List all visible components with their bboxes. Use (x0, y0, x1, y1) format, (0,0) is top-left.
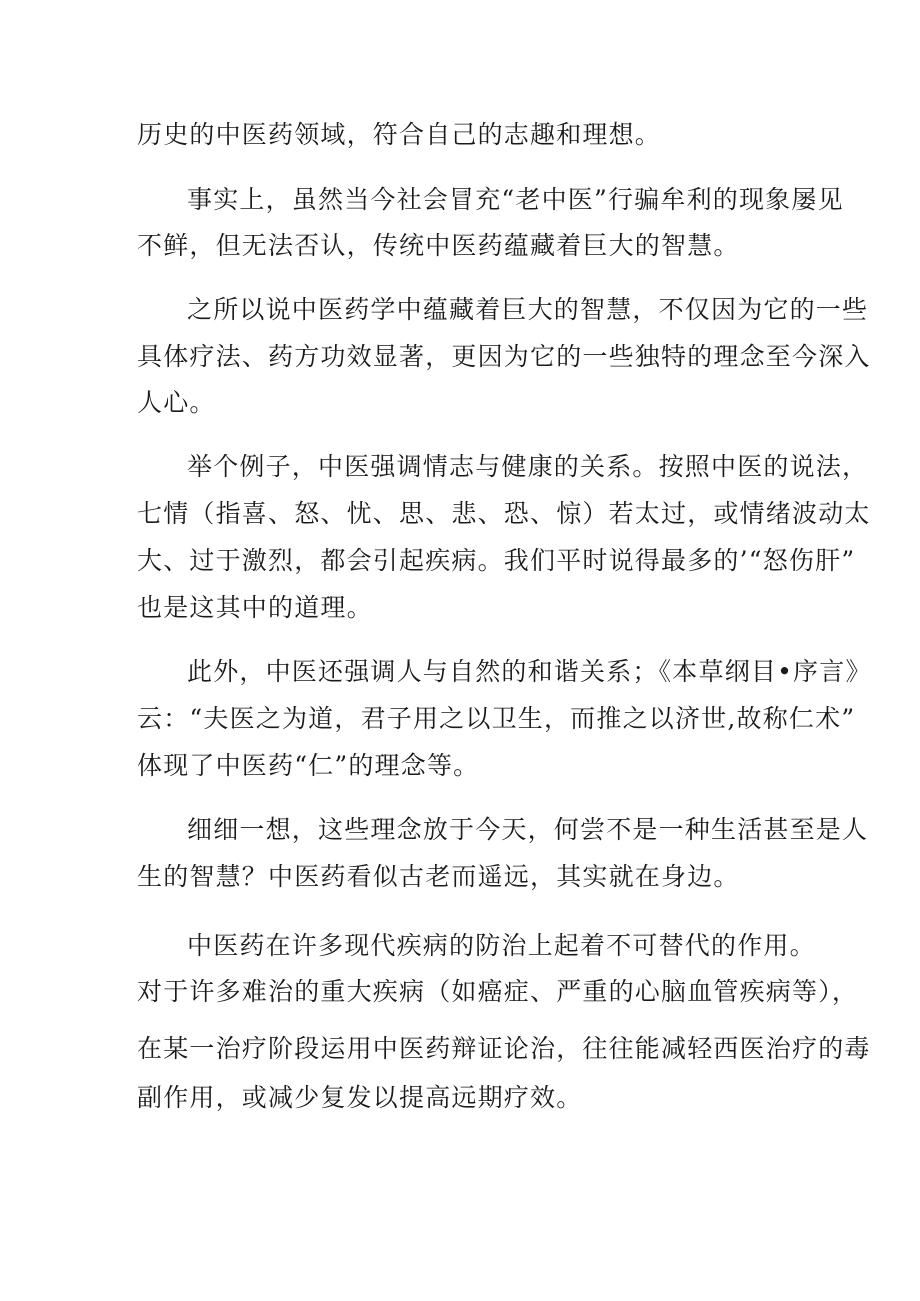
paragraph-line: 在某一治疗阶段运用中医药辩证论治，往往能减轻西医治疗的毒 (137, 1034, 871, 1063)
paragraph-line: 不鲜，但无法否认，传统中医药蕴藏着巨大的智慧。 (137, 231, 740, 260)
paragraph-line: 对于许多难治的重大疾病（如癌症、严重的心脑血管疾病等）， (137, 977, 859, 1006)
paragraph-line: 历史的中医药领域，符合自己的志趣和理想。 (137, 120, 662, 149)
paragraph-line: 举个例子，中医强调情志与健康的关系。按照中医的说法， (187, 452, 869, 481)
paragraph-line: 具体疗法、药方功效显著，更因为它的一些独特的理念至今深入 (137, 342, 871, 371)
paragraph-line: 细细一想，这些理念放于今天，何尝不是一种生活甚至是人 (187, 815, 869, 844)
paragraph-line: 生的智慧？中医药看似古老而遥远，其实就在身边。 (137, 862, 740, 891)
paragraph-line: 也是这其中的道理。 (137, 593, 373, 622)
paragraph-line: 云：“夫医之为道，君子用之以卫生，而推之以济世,故称仁术” (137, 704, 856, 733)
paragraph-line: 之所以说中医药学中蕴藏着巨大的智慧，不仅因为它的一些 (187, 295, 869, 324)
paragraph-line: 副作用，或减少复发以提高远期疗效。 (137, 1083, 583, 1112)
paragraph-line: 事实上，虽然当今社会冒充“老中医”行骗牟利的现象屡见 (187, 185, 844, 214)
paragraph-line: 此外，中医还强调人与自然的和谐关系；《本草纲目•序言》 (187, 657, 872, 686)
paragraph-line: 体现了中医药“仁”的理念等。 (137, 751, 480, 780)
paragraph-line: 人心。 (137, 388, 216, 417)
paragraph-line: 大、过于激烈，都会引起疾病。我们平时说得最多的’“怒伤肝” (137, 546, 856, 575)
paragraph-line: 中医药在许多现代疾病的防治上起着不可替代的作用。 (187, 931, 816, 960)
paragraph-line: 七情（指喜、怒、忧、思、悲、恐、惊）若太过，或情绪波动太 (137, 499, 871, 528)
